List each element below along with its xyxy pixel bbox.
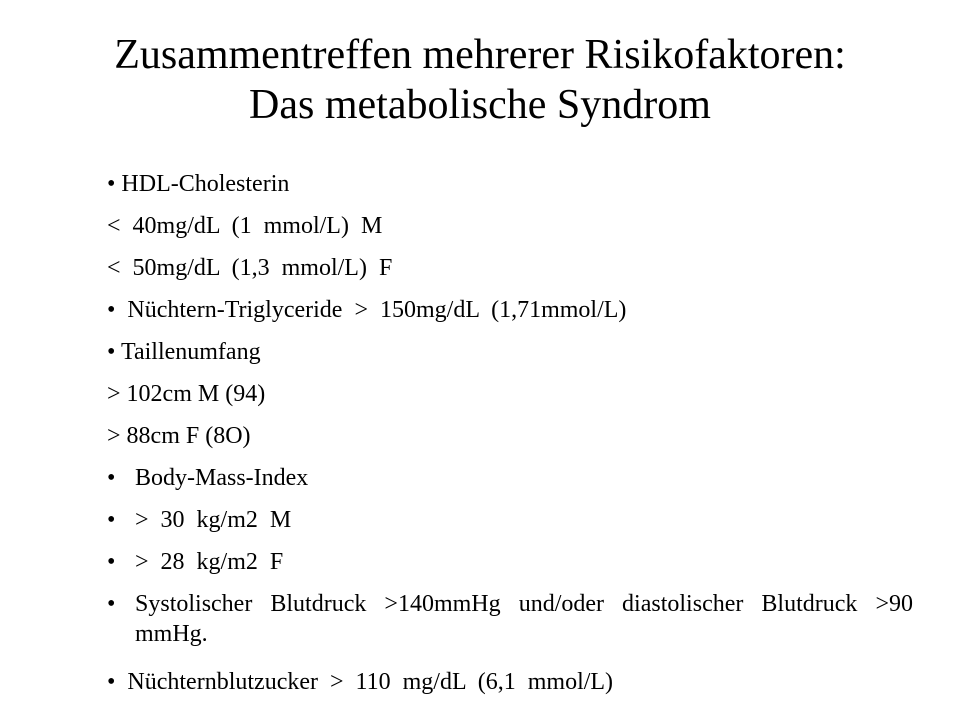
list-item-bmi-female xyxy=(107,547,283,577)
list-item-hdl: • HDL-Cholesterin xyxy=(107,171,290,197)
list-item-blood-pressure xyxy=(107,589,913,649)
list-item-bmi xyxy=(107,463,308,493)
title-line-2: Das metabolische Syndrom xyxy=(249,82,711,128)
bullet-icon: • xyxy=(107,549,116,575)
list-item-bmi-male xyxy=(107,505,291,535)
list-item-bmi-male-text: > 30 kg/m2 M xyxy=(135,507,292,533)
bullet-icon: • xyxy=(107,507,116,533)
list-item-glucose: • Nüchternblutzucker > 110 mg/dL (6,1 mmol/L) xyxy=(107,669,614,695)
bullet-icon: • xyxy=(107,591,116,617)
slide-title xyxy=(0,30,960,130)
list-item-hdl-female: < 50mg/dL (1,3 mmol/L) F xyxy=(107,255,393,281)
list-item-waist: • Taillenumfang xyxy=(107,339,261,365)
list-item-bmi-text: Body-Mass-Index xyxy=(135,465,309,491)
list-item-waist-female: > 88cm F (8O) xyxy=(107,423,251,449)
list-item-hdl-male: < 40mg/dL (1 mmol/L) M xyxy=(107,213,383,239)
title-line-1: Zusammentreffen mehrerer Risikofaktoren: xyxy=(114,32,846,78)
list-item-triglyceride: • Nüchtern-Triglyceride > 150mg/dL (1,71mmol/L) xyxy=(107,297,627,323)
list-item-waist-male: > 102cm M (94) xyxy=(107,381,266,407)
list-item-bmi-female-text: > 28 kg/m2 F xyxy=(135,549,284,575)
bullet-icon: • xyxy=(107,465,116,491)
list-item-blood-pressure-text: Systolischer Blutdruck >140mmHg und/oder diastolischer Blutdruck >90 mmHg. xyxy=(135,591,913,647)
